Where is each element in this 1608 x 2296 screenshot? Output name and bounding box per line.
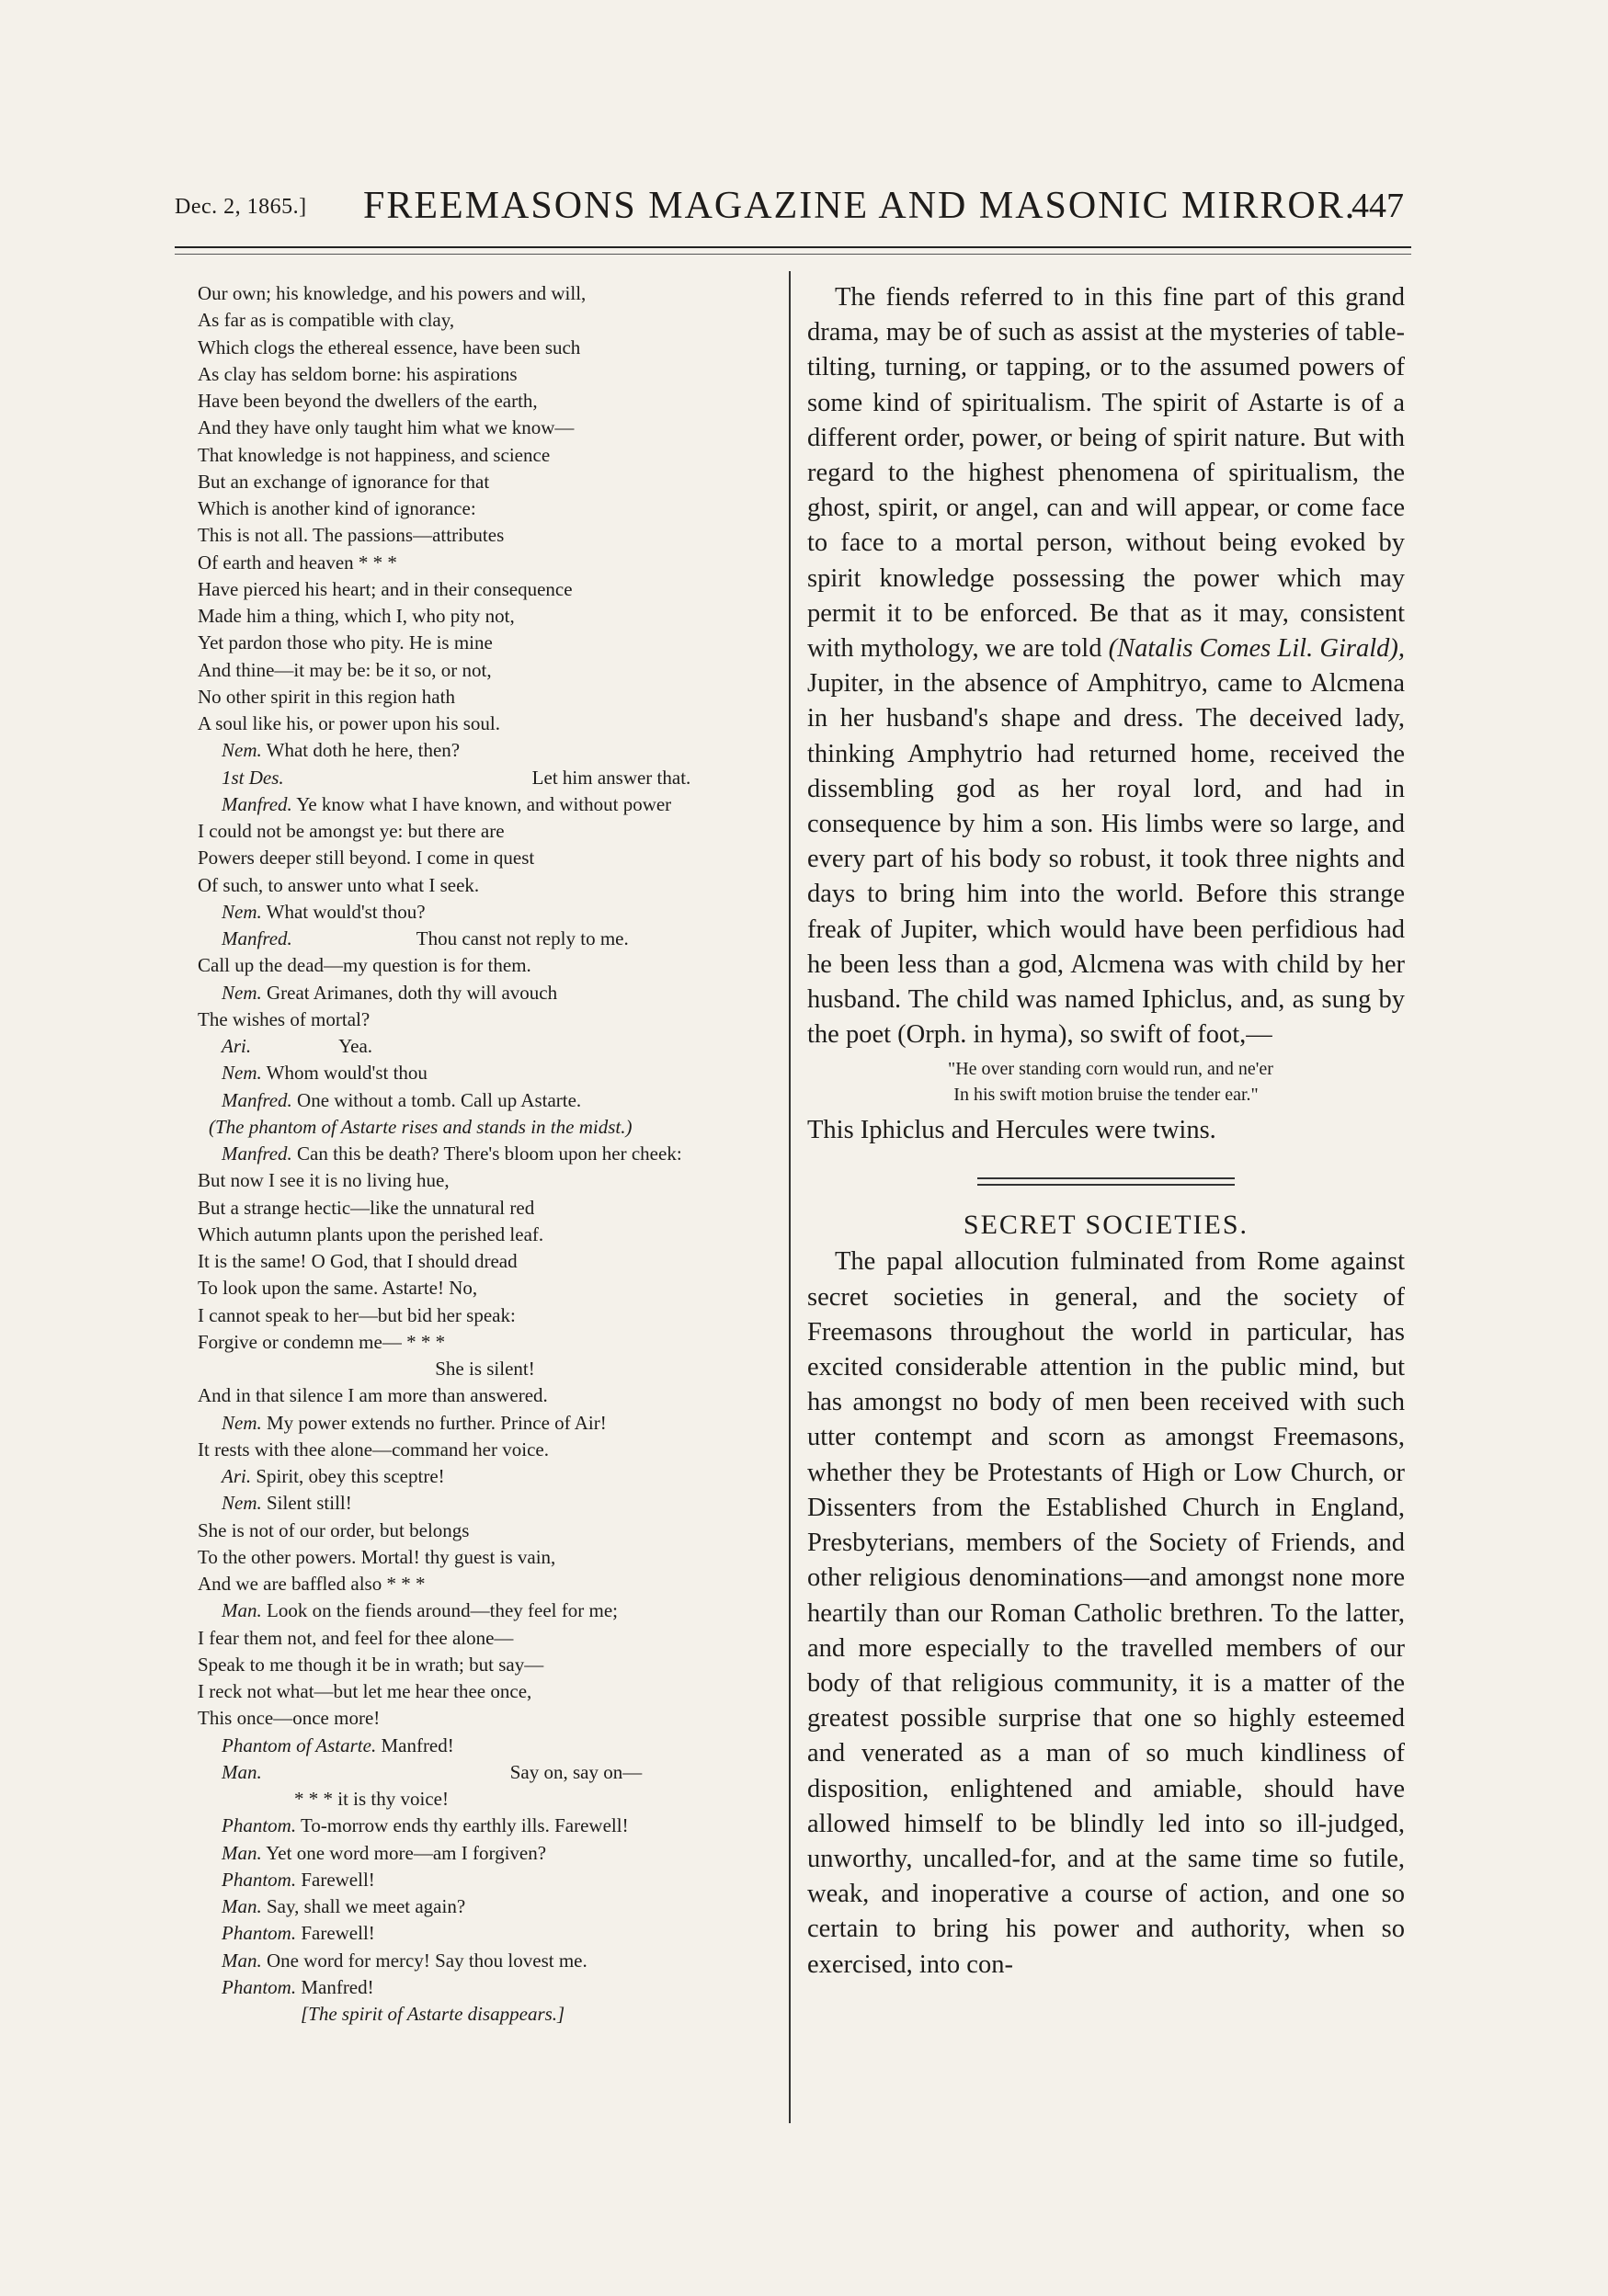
- verse-line: Our own; his knowledge, and his powers and will,: [198, 282, 587, 304]
- speaker-name: Phantom.: [222, 1868, 297, 1891]
- speech-text: Thou canst not reply to me.: [416, 927, 629, 949]
- speaker-name: Manfred.: [222, 927, 292, 949]
- speaker-name: Nem.: [222, 981, 262, 1004]
- verse-line: She is not of our order, but belongs: [198, 1518, 470, 1541]
- speaker-name: Ari.: [222, 1035, 252, 1057]
- verse-line: I could not be amongst ye: but there are: [198, 820, 505, 842]
- verse-line: It rests with thee alone—command her voice.: [198, 1438, 549, 1461]
- quote-line: "He over standing corn would run, and ne'er: [948, 1059, 1273, 1080]
- dialogue-line: [198, 1463, 772, 1490]
- dialogue-line: [198, 1490, 772, 1517]
- dialogue-line: [198, 1060, 772, 1086]
- verse-line: Of such, to answer unto what I seek.: [198, 873, 480, 896]
- verse-line: This once—once more!: [198, 1707, 381, 1730]
- verse-line: Of earth and heaven * * *: [198, 551, 397, 574]
- dialogue-line: [198, 1948, 772, 1974]
- verse-line: Speak to me though it be in wrath; but say—: [198, 1653, 544, 1676]
- dialogue-line: [198, 1033, 772, 1060]
- speaker-name: Man.: [222, 1760, 262, 1783]
- speaker-name: Nem.: [222, 739, 262, 762]
- speech-text: Can this be death? There's bloom upon her cheek:: [297, 1142, 682, 1165]
- speech-text: My power extends no further. Prince of Air!: [267, 1411, 607, 1434]
- paragraph-text: Jupiter, in the absence of Amphitryo, came to Alcmena in her husband's shape and dress. The deceived lady, thinking Amphytrio had returned home, received the dissembling god as her royal lord, and had in consequence by him a son. His limbs were so large, and every part of his body so robust, it took three nights and days to bring him into the world. Before this strange freak of Jupiter, which would have been perfidious had he been less than a god, Alcmena was with child by her husband. The child was named Iphiclus, and, as sung by the poet (Orph. in hyma), so swift of foot,—: [807, 669, 1405, 1050]
- magazine-title: FREEMASONS MAGAZINE AND MASONIC MIRROR.: [363, 185, 1357, 227]
- speaker-name: Man.: [222, 1895, 262, 1917]
- dialogue-line: [198, 980, 772, 1006]
- page-number: 447: [1351, 187, 1404, 225]
- verse-line: Which autumn plants upon the perished leaf.: [198, 1222, 544, 1245]
- speech-text: Farewell!: [301, 1868, 375, 1891]
- verse-line: And in that silence I am more than answered.: [198, 1384, 548, 1407]
- speaker-name: Manfred.: [222, 1142, 292, 1165]
- verse-line: And we are baffled also * * *: [198, 1573, 426, 1595]
- verse-line: But now I see it is no living hue,: [198, 1169, 450, 1192]
- column-divider: [789, 271, 791, 2123]
- paragraph-secret-societies: The papal allocution fulminated from Rome against secret societies in general, and the society of Freemasons throughout the world in particular, has excited considerable attention in the public mind, but has amongst no body of men been received with such utter contempt and scorn as amongst Freemasons, whether they be Protestants of High or Low Church, or Dissenters from the Established Church in England, Presbyterians, members of the Society of Friends, and other religious denominations—and amongst none more heartily than our Roman Catholic brethren. To the latter, and more especially to the travelled members of our body of that religious community, it is a matter of the greatest possible surprise that one so highly esteemed and venerated as a man of so much kindliness of disposition, enlightened and amiable, should have allowed himself to be blindly led into so ill-judged, unworthy, uncalled-for, and at the same time so futile, weak, and inoperative a course of action, and one so certain to bring his power and authority, when so exercised, into con-: [807, 1247, 1405, 1979]
- paragraph-fiends: [807, 280, 1405, 1052]
- stage-direction: [The spirit of Astarte disappears.]: [301, 2003, 565, 2025]
- verse-line: No other spirit in this region hath: [198, 685, 455, 708]
- section-ornament-rule: [977, 1177, 1235, 1186]
- verse-line: To the other powers. Mortal! thy guest is vain,: [198, 1545, 556, 1568]
- verse-quotation: [807, 1056, 1405, 1108]
- dialogue-line: [198, 1733, 772, 1759]
- speech-text: One word for mercy! Say thou lovest me.: [267, 1949, 587, 1972]
- speech-text: Yet one word more—am I forgiven?: [266, 1841, 547, 1864]
- speech-text: Whom would'st thou: [266, 1062, 428, 1085]
- verse-line: Call up the dead—my question is for them.: [198, 954, 531, 977]
- verse-line: This is not all. The passions—attributes: [198, 524, 505, 547]
- stage-direction: (The phantom of Astarte rises and stands in the midst.): [209, 1115, 633, 1138]
- verse-line: She is silent!: [435, 1358, 535, 1380]
- dialogue-line: [198, 1813, 772, 1839]
- verse-line: As far as is compatible with clay,: [198, 309, 455, 332]
- dialogue-line: [198, 765, 772, 791]
- dialogue-line: [198, 1141, 772, 1167]
- verse-line: Have been beyond the dwellers of the earth,: [198, 390, 538, 412]
- issue-date: Dec. 2, 1865.]: [175, 195, 307, 219]
- verse-line: To look upon the same. Astarte! No,: [198, 1277, 478, 1300]
- closing-line: This Iphiclus and Hercules were twins.: [807, 1116, 1216, 1145]
- speech-text: Silent still!: [267, 1492, 352, 1515]
- verse-line: Which clogs the ethereal essence, have been such: [198, 335, 581, 358]
- dialogue-line: [198, 899, 772, 926]
- speaker-name: Phantom of Astarte.: [222, 1733, 377, 1756]
- speech-text: Manfred!: [381, 1733, 454, 1756]
- verse-line: I cannot speak to her—but bid her speak:: [198, 1303, 516, 1326]
- dialogue-line: [198, 1410, 772, 1437]
- verse-line: Made him a thing, which I, who pity not,: [198, 605, 515, 627]
- speech-text: Look on the fiends around—they feel for me;: [267, 1599, 618, 1622]
- dialogue-line: [198, 1920, 772, 1947]
- speaker-name: Phantom.: [222, 1975, 297, 1998]
- speaker-name: Phantom.: [222, 1814, 297, 1837]
- dialogue-line: [198, 1893, 772, 1920]
- dialogue-line: [198, 926, 772, 952]
- header-rule-thick: [175, 246, 1411, 248]
- speaker-name: Man.: [222, 1599, 262, 1622]
- speaker-name: Phantom.: [222, 1922, 297, 1945]
- speech-text: Say, shall we meet again?: [267, 1895, 466, 1917]
- citation: (Natalis Comes Lil. Girald),: [1108, 634, 1405, 664]
- speaker-name: Nem.: [222, 1062, 262, 1085]
- speaker-name: Man.: [222, 1949, 262, 1972]
- speaker-name: Manfred.: [222, 1088, 292, 1111]
- speech-text: Spirit, obey this sceptre!: [256, 1465, 445, 1487]
- speaker-name: Ari.: [222, 1465, 252, 1487]
- speech-text: Farewell!: [301, 1922, 375, 1945]
- verse-line: That knowledge is not happiness, and science: [198, 443, 551, 466]
- speaker-name: Nem.: [222, 900, 262, 923]
- dialogue-line: [198, 737, 772, 764]
- verse-line: The wishes of mortal?: [198, 1007, 371, 1030]
- speaker-name: Manfred.: [222, 792, 292, 815]
- speech-text: What would'st thou?: [266, 900, 426, 923]
- verse-line: But an exchange of ignorance for that: [198, 470, 490, 493]
- section-heading: SECRET SOCIETIES.: [963, 1210, 1249, 1241]
- page-header: [0, 0, 1608, 267]
- speaker-name: 1st Des.: [222, 766, 284, 789]
- dialogue-line: [198, 1867, 772, 1893]
- speech-text: Yea.: [338, 1035, 373, 1057]
- dialogue-line: [198, 1759, 772, 1786]
- verse-line: Yet pardon those who pity. He is mine: [198, 631, 493, 654]
- dialogue-line: [198, 1840, 772, 1867]
- verse-line: Have pierced his heart; and in their consequence: [198, 577, 573, 600]
- speech-text: One without a tomb. Call up Astarte.: [297, 1088, 582, 1111]
- paragraph-text: The fiends referred to in this fine part of this grand drama, may be of such as assist at the mysteries of table-tilting, turning, or tapping, or to the assumed powers of some kind of spiritualism. The spirit of Astarte is of a different order, power, or being of spirit nature. But with regard to the highest phenomena of spiritualism, the ghost, spirit, or angel, can and will appear, or come face to face to a mortal person, without being evoked by spirit knowledge possessing the power which may permit it to be enforced. Be that as it may, consistent with mythology, we are told: [807, 283, 1405, 664]
- verse-line: Powers deeper still beyond. I come in quest: [198, 847, 535, 870]
- verse-line: * * * it is thy voice!: [294, 1788, 449, 1810]
- speech-text: Great Arimanes, doth thy will avouch: [267, 981, 558, 1004]
- speaker-name: Man.: [222, 1841, 262, 1864]
- right-column-prose: [807, 280, 1405, 1983]
- verse-line: As clay has seldom borne: his aspirations: [198, 362, 518, 385]
- dialogue-line: [198, 1087, 772, 1114]
- verse-line: I reck not what—but let me hear thee once,: [198, 1680, 532, 1702]
- verse-line: But a strange hectic—like the unnatural red: [198, 1196, 535, 1219]
- speech-text: Ye know what I have known, and without power: [296, 792, 672, 815]
- verse-line: And they have only taught him what we know—: [198, 416, 575, 439]
- verse-line: Forgive or condemn me— * * *: [198, 1330, 446, 1353]
- speech-text: Manfred!: [301, 1975, 374, 1998]
- quote-line: In his swift motion bruise the tender ear.": [953, 1085, 1259, 1106]
- dialogue-line: [198, 791, 772, 818]
- speaker-name: Nem.: [222, 1411, 262, 1434]
- verse-line: A soul like his, or power upon his soul.: [198, 712, 500, 734]
- verse-line: It is the same! O God, that I should dread: [198, 1250, 518, 1272]
- verse-line: I fear them not, and feel for thee alone—: [198, 1626, 514, 1649]
- left-column-verse: [198, 280, 772, 2028]
- dialogue-line: [198, 1974, 772, 2001]
- speech-text: What doth he here, then?: [266, 739, 461, 762]
- speech-text: Say on, say on—: [509, 1760, 643, 1783]
- header-rule-thin: [175, 254, 1411, 255]
- speech-text: Let him answer that.: [531, 766, 691, 789]
- verse-line: Which is another kind of ignorance:: [198, 497, 476, 519]
- speaker-name: Nem.: [222, 1492, 262, 1515]
- verse-line: And thine—it may be: be it so, or not,: [198, 658, 492, 681]
- speech-text: To-morrow ends thy earthly ills. Farewell!: [300, 1814, 629, 1837]
- dialogue-line: [198, 1597, 772, 1624]
